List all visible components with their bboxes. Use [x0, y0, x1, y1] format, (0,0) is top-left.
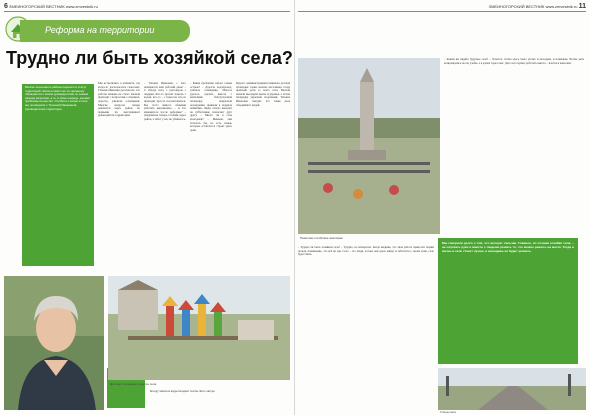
text-column-2: [144, 82, 186, 272]
portrait-photo: [4, 276, 104, 410]
quote-text: Мы говорили долго о том, что волнует сельчан. Главное, по словам хозяйки села, – не опускать руки и вместе с людьми решать то, что можно решить на месте. Тогда и жизнь в селе станет лучше, и молодежь не будет уезжать.: [442, 241, 574, 253]
column-5-text: – Каким вы видите будущее села? – Хочется, чтобы здесь было уютно и молодым, и пожилым. Чтобы дети возвращались после учебы, а в домах горел свет. Для этого нужно работать вместе – власти и жителям.: [444, 58, 584, 65]
intro-text: Многие сельсоветы района перешли в статус территорий. Жители таких сел по-прежнему обращаются к своим руководителям по самым разным вопросам, а те, в свою очередь, решают проблемы на местах. О работе и жизни в селе мы поговорили с Татьяной Ивановной, руководителем территории.: [25, 85, 91, 111]
section-label: Реформа на территории: [45, 25, 155, 35]
road-photo: [438, 368, 586, 410]
article-headline: Трудно ли быть хозяйкой села?: [6, 48, 293, 68]
text-column-3: [190, 82, 232, 272]
column-3-text: – Какие проблемы сейчас самые острые? – Дороги, водопровод, уличное освещение. Многое удалось сделать вместе с жителями: благоустроили площадку, покрасили ограждения, привели в порядок памятник. Люди охотно выходят на субботники, помогают друг другу. – Много ли в селе молодежи? – Меньше, чем хотелось бы, но есть семьи, которые остаются и строят здесь дома.: [190, 82, 232, 132]
running-head-right-text: ЗМЕИНОГОРСКИЙ ВЕСТНИК www.zmvestnik.ru: [488, 4, 578, 9]
running-head-left-text: ЗМЕИНОГОРСКИЙ ВЕСТНИК www.zmvestnik.ru: [9, 4, 98, 9]
page-number-right: 11: [578, 3, 586, 10]
monument-photo: [298, 58, 440, 234]
column-2-text: – Татьяна Ивановна, с чего начинается ваш рабочий день? – С обхода села, с разговоров с людьми. Кто-то просит помочь с водой, кто-то – с покосом, кто-то приходит просто посоветоваться. Без этого живого общения работать невозможно. – А что изменилось после реформы? – Документы теперь готовим через район, а забот у нас не убавилось.: [144, 82, 186, 121]
quote-box: [438, 238, 578, 364]
header-rule-left: [4, 11, 290, 12]
section-banner: [20, 20, 190, 42]
text-column-5: [444, 58, 584, 234]
page-gutter: [294, 0, 295, 415]
road-caption: Улица села: [440, 410, 456, 414]
running-head-right: [489, 3, 586, 10]
header-rule-right: [298, 11, 586, 12]
intro-box: [22, 84, 94, 266]
page-number-left: 6: [4, 3, 8, 10]
text-column-6: [298, 246, 434, 406]
monument-caption: Памятник погибшим землякам: [300, 236, 343, 240]
text-column-4: [236, 82, 290, 272]
playground-caption: Детская площадка в центре села: [110, 382, 157, 386]
column-1-text: Мы встретились в кабинете, где когда-то располагался сельсовет. Татьяна Ивановна рассказала, что работы меньше не стало: жители приходят с вопросами о справках, дорогах, уличном освещении. Многие вопросы теперь решаются через район, но первыми их выслушивает руководитель территории.: [98, 82, 140, 118]
playground-photo: [108, 276, 290, 380]
text-column-1: [98, 82, 140, 272]
column-7-text: Беседу записала корреспондент газеты. Фото автора.: [150, 390, 216, 393]
running-head-left: [4, 3, 98, 10]
column-6-text: – Трудно ли быть хозяйкой села? – Трудно, но интересно. Когда видишь, что твоя работа приносит людям пользу, понимаешь, что всё не зря. Село – это люди, и пока они здесь живут и заботятся о своем доме, село будет жить.: [298, 246, 434, 257]
column-4-text: Рядом с администрацией появилась детская площадка: горки, качели, песочница. Сюда приходят дети со всего села. Весной жители высадили цветы и деревья, а летом площадку украсили поделками. Татьяна Ивановна говорит, что такие дела объединяют людей.: [236, 82, 290, 107]
text-column-7: [150, 390, 290, 410]
